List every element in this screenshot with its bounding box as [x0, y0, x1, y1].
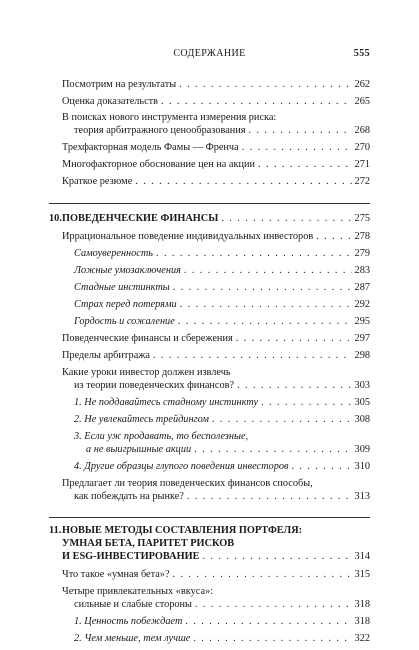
toc-subentry[interactable]: [74, 298, 370, 311]
toc-entry-page: 287: [354, 282, 370, 293]
toc-entry-title: Трехфакторная модель Фамы — Френча: [62, 142, 239, 153]
toc-entry-title: а не выигрышные акции: [86, 444, 192, 455]
toc-entry-page: 295: [354, 316, 370, 327]
toc-entry[interactable]: [62, 78, 370, 91]
dot-leader: [242, 141, 352, 154]
toc-entry-title-line1: Предлагает ли теория поведенческих финансов способы,: [62, 478, 313, 489]
chapter-page: 275: [354, 213, 370, 224]
chapter-divider: [49, 203, 370, 204]
dot-leader: [194, 443, 351, 456]
toc-subentry[interactable]: [74, 615, 370, 628]
toc-entry[interactable]: [62, 349, 370, 362]
chapter-page: 314: [354, 551, 370, 562]
toc-entry-title: Что такое «умная бета»?: [62, 569, 170, 580]
dot-leader: [316, 230, 351, 243]
toc-subentry[interactable]: [74, 264, 370, 277]
toc-entry-title: Ложные умозаключения: [74, 265, 181, 276]
chapter-number: 10.: [49, 213, 62, 224]
toc-entry-title: 1. Не поддавайтесь стадному инстинкту: [74, 397, 259, 408]
toc-entry-title: сильные и слабые стороны: [74, 599, 192, 610]
chapter-title: И ESG-ИНВЕСТИРОВАНИЕ: [62, 551, 200, 562]
toc-entry[interactable]: [74, 124, 370, 137]
dot-leader: [153, 349, 352, 362]
toc-entry-title: Поведенческие финансы и сбережения: [62, 333, 233, 344]
dot-leader: [178, 315, 352, 328]
toc-entry-title: Многофакторное обоснование цен на акции: [62, 159, 256, 170]
toc-entry-title: как побеждать на рынке?: [74, 491, 184, 502]
dot-leader: [261, 396, 352, 409]
toc-entry-title-line1: 3. Если уж продавать, то бесполезные,: [74, 431, 249, 442]
toc-entry-page: 322: [354, 633, 370, 644]
running-title: СОДЕРЖАНИЕ: [173, 48, 246, 59]
chapter-title-line1: НОВЫЕ МЕТОДЫ СОСТАВЛЕНИЯ ПОРТФЕЛЯ:: [62, 525, 303, 536]
toc-entry-page: 315: [354, 569, 370, 580]
chapter-heading[interactable]: [62, 212, 370, 225]
toc-subentry[interactable]: [86, 443, 370, 456]
toc-entry-page: 298: [354, 350, 370, 361]
chapter-number: 11.: [49, 525, 62, 536]
toc-entry-title: теория арбитражного ценообразования: [74, 125, 246, 136]
toc-entry-page: 297: [354, 333, 370, 344]
toc-subentry[interactable]: [74, 413, 370, 426]
toc-entry-title-line1: Четыре привлекательных «вкуса»:: [62, 586, 214, 597]
chapter-title: ПОВЕДЕНЧЕСКИЕ ФИНАНСЫ: [62, 213, 219, 224]
toc-entry[interactable]: [74, 490, 370, 503]
toc-entry[interactable]: [62, 158, 370, 171]
dot-leader: [179, 78, 351, 91]
dot-leader: [212, 413, 352, 426]
dot-leader: [173, 568, 352, 581]
toc-subentry[interactable]: [74, 396, 370, 409]
toc-entry-page: 318: [354, 616, 370, 627]
dot-leader: [249, 124, 352, 137]
toc-entry-title: Гордость и сожаление: [74, 316, 175, 327]
toc-entry[interactable]: [62, 568, 370, 581]
toc-entry-page: 268: [354, 125, 370, 136]
toc-entry-title: 2. Не увлекайтесь трейдингом: [74, 414, 209, 425]
toc-entry[interactable]: [62, 175, 370, 188]
toc-entry-title: Самоуверенность: [74, 248, 153, 259]
dot-leader: [258, 158, 352, 171]
dot-leader: [135, 175, 351, 188]
dot-leader: [195, 598, 352, 611]
toc-entry-title: Пределы арбитража: [62, 350, 150, 361]
page-number: 555: [353, 48, 370, 59]
toc-subentry[interactable]: [74, 281, 370, 294]
toc-entry-title-line1: В поисках нового инструмента измерения риска:: [62, 112, 277, 123]
toc-entry-page: 308: [354, 414, 370, 425]
dot-leader: [237, 379, 351, 392]
chapter-divider: [49, 517, 370, 518]
toc-entry[interactable]: [62, 332, 370, 345]
toc-entry-page: 310: [354, 461, 370, 472]
toc-entry-page: 270: [354, 142, 370, 153]
dot-leader: [185, 615, 351, 628]
dot-leader: [202, 550, 351, 563]
toc-entry[interactable]: [62, 95, 370, 108]
dot-leader: [180, 298, 352, 311]
dot-leader: [221, 212, 351, 225]
toc-entry-page: 279: [354, 248, 370, 259]
toc-entry-title: 2. Чем меньше, тем лучше: [74, 633, 191, 644]
toc-entry-page: 318: [354, 599, 370, 610]
toc-entry[interactable]: [62, 141, 370, 154]
chapter-heading[interactable]: [62, 550, 370, 563]
toc-entry-title: Посмотрим на результаты: [62, 79, 177, 90]
toc-entry-page: 272: [354, 176, 370, 187]
dot-leader: [173, 281, 352, 294]
toc-entry-page: 313: [354, 491, 370, 502]
toc-entry[interactable]: [74, 598, 370, 611]
toc-entry-page: 262: [354, 79, 370, 90]
toc-entry-page: 271: [354, 159, 370, 170]
toc-entry-page: 265: [354, 96, 370, 107]
dot-leader: [156, 247, 352, 260]
toc-subentry[interactable]: [74, 315, 370, 328]
toc-entry-title: Страх перед потерями: [74, 299, 177, 310]
dot-leader: [161, 95, 352, 108]
toc-entry-title: 4. Другие образцы глупого поведения инвесторов: [74, 461, 289, 472]
toc-entry-title-line1: Какие уроки инвестор должен извлечь: [62, 367, 231, 378]
dot-leader: [291, 460, 351, 473]
toc-subentry[interactable]: [74, 632, 370, 645]
toc-entry-page: 303: [354, 380, 370, 391]
toc-entry-page: 292: [354, 299, 370, 310]
toc-entry-title: Иррациональное поведение индивидуальных инвесторов: [62, 231, 314, 242]
toc-entry-title: 1. Ценность побеждает: [74, 616, 183, 627]
toc-entry-page: 283: [354, 265, 370, 276]
dot-leader: [236, 332, 352, 345]
toc-subentry[interactable]: [74, 460, 370, 473]
dot-leader: [184, 264, 352, 277]
toc-entry-page: 305: [354, 397, 370, 408]
toc-entry-title: Краткое резюме: [62, 176, 133, 187]
toc-entry-title: из теории поведенческих финансов?: [74, 380, 235, 391]
toc-entry-page: 278: [354, 231, 370, 242]
dot-leader: [187, 490, 352, 503]
chapter-title-line2: УМНАЯ БЕТА, ПАРИТЕТ РИСКОВ: [62, 538, 235, 549]
toc-entry-title: Оценка доказательств: [62, 96, 159, 107]
toc-entry[interactable]: [62, 230, 370, 243]
dot-leader: [193, 632, 351, 645]
toc-subentry[interactable]: [74, 247, 370, 260]
toc-entry-title: Стадные инстинкты: [74, 282, 170, 293]
toc-entry-page: 309: [354, 444, 370, 455]
toc-entry[interactable]: [74, 379, 370, 392]
